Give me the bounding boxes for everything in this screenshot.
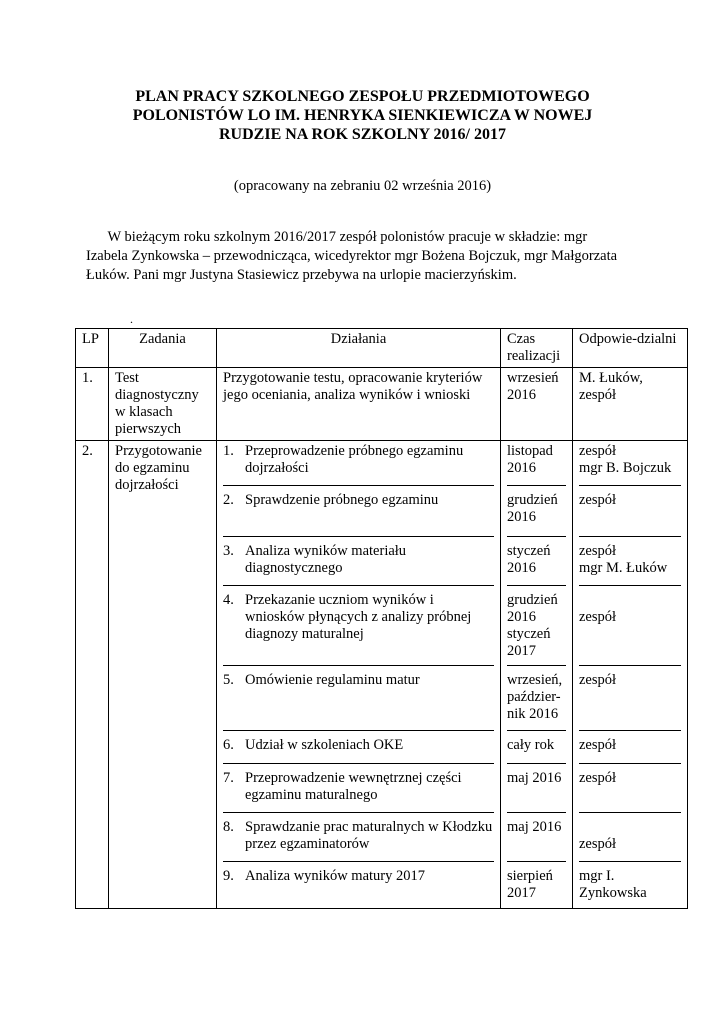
czas-item: wrzesień, paździer-nik 2016 bbox=[507, 672, 566, 731]
czas-item: maj 2016 bbox=[507, 770, 566, 813]
intro-paragraph bbox=[86, 228, 656, 285]
intro-line-1: W bieżącym roku szkolnym 2016/2017 zespół polonistów pracuje w składzie: mgr bbox=[86, 229, 588, 245]
row1-dzialanie: Przygotowanie testu, opracowanie kryteriów jego oceniania, analiza wyników i wnioski bbox=[217, 368, 501, 441]
row2-odpowiedzialni bbox=[573, 441, 688, 909]
action-item: 7. Przeprowadzenie wewnętrznej części egzaminu maturalnego bbox=[223, 770, 494, 813]
czas-item: maj 2016 bbox=[507, 819, 566, 862]
title-line-2: POLONISTÓW LO IM. HENRYKA SIENKIEWICZA W NOWEJ bbox=[132, 107, 593, 124]
title-line-1: PLAN PRACY SZKOLNEGO ZESPOŁU PRZEDMIOTOWEGO bbox=[135, 88, 590, 105]
row2-zadanie: Przygotowanie do egzaminu dojrzałości bbox=[109, 441, 217, 909]
odp-item: zespół mgr B. Bojczuk bbox=[579, 443, 681, 486]
action-item: 5. Omówienie regulaminu matur bbox=[223, 672, 494, 731]
header-odpowiedzialni: Odpowie-dzialni bbox=[573, 329, 688, 368]
odp-item: zespół bbox=[579, 770, 681, 813]
row1-odpowiedzialni: M. Łuków, zespół bbox=[573, 368, 688, 441]
odp-item: zespół mgr M. Łuków bbox=[579, 543, 681, 586]
row1-zadanie: Test diagnostyczny w klasach pierwszych bbox=[109, 368, 217, 441]
row2-czas bbox=[501, 441, 573, 909]
czas-item: cały rok bbox=[507, 737, 566, 764]
action-item: 6. Udział w szkoleniach OKE bbox=[223, 737, 494, 764]
odp-item: zespół bbox=[579, 737, 681, 764]
intro-line-3: Łuków. Pani mgr Justyna Stasiewicz przebywa na urlopie macierzyńskim. bbox=[86, 267, 517, 283]
title-line-3: RUDZIE NA ROK SZKOLNY 2016/ 2017 bbox=[219, 126, 506, 143]
row1-czas: wrzesień 2016 bbox=[501, 368, 573, 441]
odp-item: zespół bbox=[579, 819, 681, 862]
czas-item: styczeń 2016 bbox=[507, 543, 566, 586]
action-item: 4. Przekazanie uczniom wyników i wniosków płynących z analizy próbnej diagnozy maturalnej bbox=[223, 592, 494, 666]
table-header-row bbox=[76, 329, 688, 368]
table-row bbox=[76, 368, 688, 441]
table-row bbox=[76, 441, 688, 909]
row2-lp: 2. bbox=[76, 441, 109, 909]
header-zadania: Zadania bbox=[109, 329, 217, 368]
odp-item: zespół bbox=[579, 592, 681, 666]
czas-item: grudzień 2016 bbox=[507, 492, 566, 537]
czas-item: listopad 2016 bbox=[507, 443, 566, 486]
action-item: 1. Przeprowadzenie próbnego egzaminu dojrzałości bbox=[223, 443, 494, 486]
row1-lp: 1. bbox=[76, 368, 109, 441]
action-item: 9. Analiza wyników matury 2017 bbox=[223, 868, 426, 884]
header-lp: LP bbox=[76, 329, 109, 368]
intro-line-2: Izabela Zynkowska – przewodnicząca, wicedyrektor mgr Bożena Bojczuk, mgr Małgorzata bbox=[86, 248, 618, 264]
action-item: 8. Sprawdzanie prac maturalnych w Kłodzku przez egzaminatorów bbox=[223, 819, 494, 862]
czas-item: sierpień 2017 bbox=[507, 868, 553, 901]
czas-item: grudzień 2016 styczeń 2017 bbox=[507, 592, 566, 666]
stray-dot: . bbox=[130, 312, 133, 326]
header-dzialania: Działania bbox=[217, 329, 501, 368]
action-item: 2. Sprawdzenie próbnego egzaminu bbox=[223, 492, 494, 537]
odp-item: zespół bbox=[579, 492, 681, 537]
header-czas: Czas realizacji bbox=[501, 329, 573, 368]
odp-item: zespół bbox=[579, 672, 681, 731]
row2-dzialania bbox=[217, 441, 501, 909]
document-title bbox=[60, 87, 665, 144]
document-subtitle: (opracowany na zebraniu 02 września 2016) bbox=[233, 178, 492, 194]
action-item: 3. Analiza wyników materiału diagnostycznego bbox=[223, 543, 494, 586]
odp-item: mgr I. Zynkowska bbox=[579, 868, 647, 901]
plan-table bbox=[75, 328, 688, 909]
